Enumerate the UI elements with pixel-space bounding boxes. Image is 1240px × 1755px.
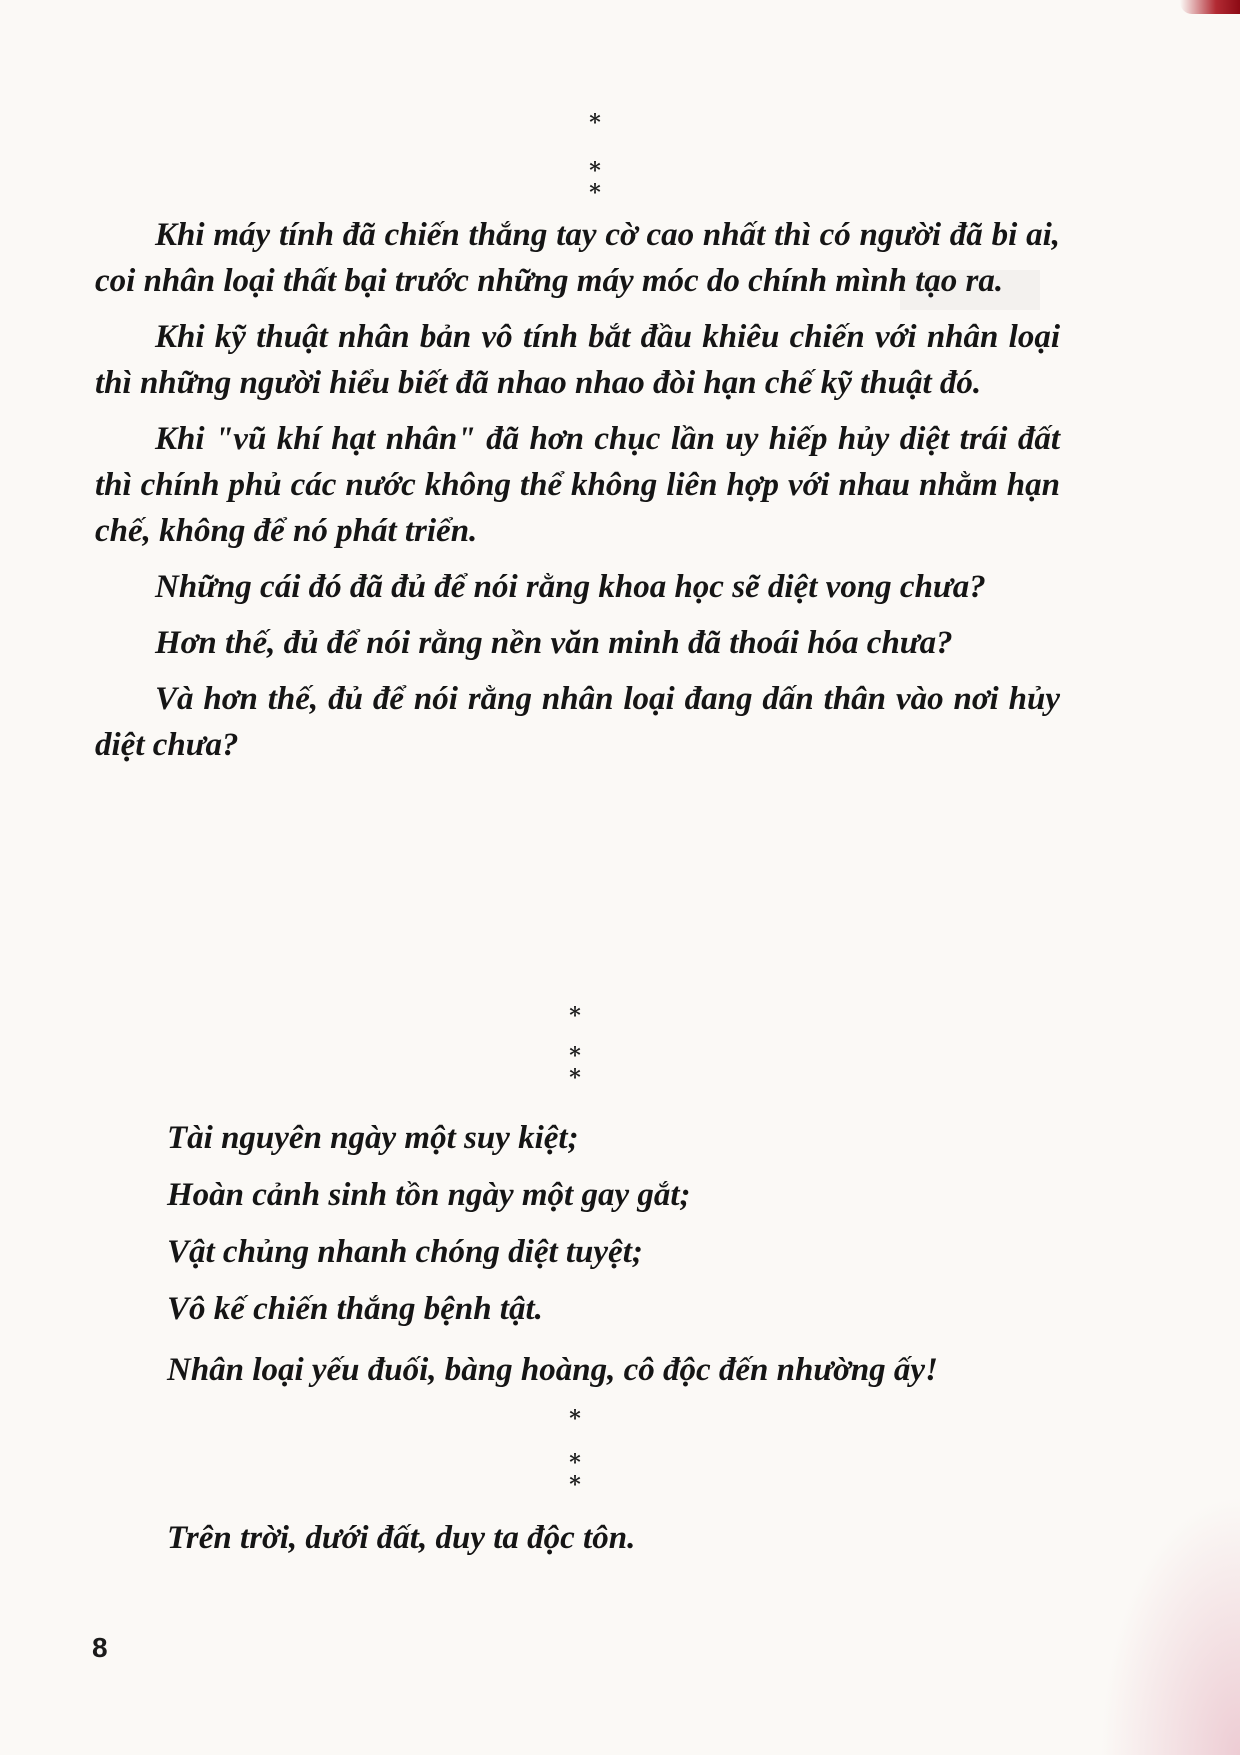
separator-star-pair: * *: [589, 158, 629, 206]
section-separator: [535, 112, 655, 204]
section-separator: [515, 1005, 635, 1089]
page-edge-shadow: [1100, 1495, 1240, 1755]
separator-star: *: [569, 1406, 581, 1432]
separator-star: *: [589, 110, 601, 136]
page-number: 8: [92, 1632, 108, 1663]
separator-star-pair: * *: [569, 1450, 609, 1498]
verse-final-line: Nhân loại yếu đuối, bàng hoàng, cô độc đến nhường ấy!: [167, 1352, 938, 1388]
verse-line: Vô kế chiến thắng bệnh tật.: [167, 1291, 543, 1327]
page-edge-mark: [1180, 0, 1240, 14]
section-separator: [515, 1408, 635, 1496]
separator-star-pair: * *: [569, 1043, 609, 1091]
verse-block: [167, 1110, 938, 1399]
prose-block: [95, 212, 1060, 768]
closing-line: Trên trời, dưới đất, duy ta độc tôn.: [167, 1520, 636, 1556]
verse-line: Vật chủng nhanh chóng diệt tuyệt;: [167, 1234, 643, 1270]
paragraph: Khi kỹ thuật nhân bản vô tính bắt đầu khiêu chiến với nhân loại thì những người hiểu biết đã nhao nhao đòi hạn chế kỹ thuật đó.: [95, 319, 1060, 401]
paragraph: Những cái đó đã đủ để nói rằng khoa học sẽ diệt vong chưa?: [155, 569, 986, 605]
verse-line: Tài nguyên ngày một suy kiệt;: [167, 1120, 579, 1156]
verse-line: Hoàn cảnh sinh tồn ngày một gay gắt;: [167, 1177, 691, 1213]
paragraph: Khi máy tính đã chiến thắng tay cờ cao nhất thì có người đã bi ai, coi nhân loại thất bại trước những máy móc do chính mình tạo ra.: [95, 217, 1060, 299]
paragraph: Và hơn thế, đủ để nói rằng nhân loại đang dấn thân vào nơi hủy diệt chưa?: [95, 681, 1060, 763]
paragraph: Hơn thế, đủ để nói rằng nền văn minh đã thoái hóa chưa?: [155, 625, 953, 661]
paragraph: Khi "vũ khí hạt nhân" đã hơn chục lần uy hiếp hủy diệt trái đất thì chính phủ các nước không thể không liên hợp với nhau nhằm hạn chế, không để nó phát triển.: [95, 421, 1060, 549]
separator-star: *: [569, 1003, 581, 1029]
